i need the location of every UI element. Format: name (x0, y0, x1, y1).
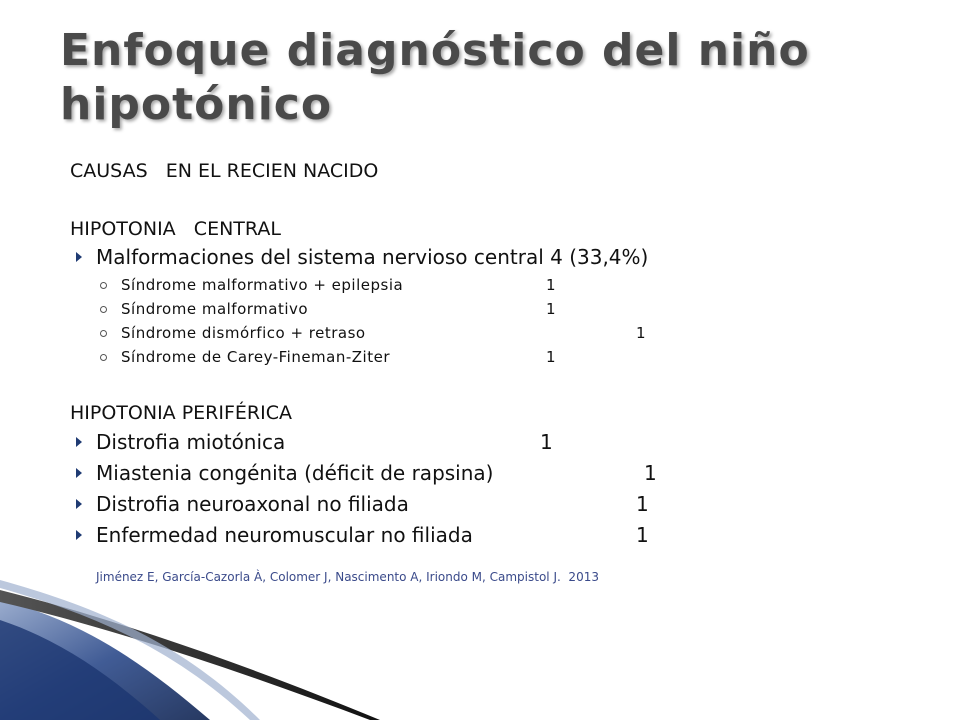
peripheral-item-value: 1 (636, 523, 649, 547)
arrow-bullet-icon (76, 437, 82, 447)
peripheral-item-label: Miastenia congénita (déficit de rapsina) (96, 461, 494, 485)
arrow-bullet-icon (76, 252, 82, 262)
peripheral-bullet (76, 430, 285, 454)
peripheral-item-label: Distrofia neuroaxonal no filiada (96, 492, 409, 516)
peripheral-bullet (76, 492, 409, 516)
subitem-value: 1 (546, 300, 556, 318)
ring-bullet-icon (100, 354, 107, 361)
subitem-label: Síndrome de Carey-Fineman-Ziter (121, 348, 390, 366)
slide-title: Enfoque diagnóstico del niño hipotónico (60, 25, 810, 130)
central-subitem (100, 300, 308, 318)
citation: Jiménez E, García-Cazorla À, Colomer J, Nascimento A, Iriondo M, Campistol J. 2013 (96, 570, 599, 584)
ring-bullet-icon (100, 330, 107, 337)
central-subitem (100, 324, 366, 342)
central-hypotonia-heading: HIPOTONIA CENTRAL (70, 218, 281, 240)
subitem-value: 1 (546, 348, 556, 366)
peripheral-item-label: Enfermedad neuromuscular no filiada (96, 523, 473, 547)
central-subitem (100, 276, 403, 294)
peripheral-item-value: 1 (636, 492, 649, 516)
subitem-label: Síndrome malformativo + epilepsia (121, 276, 404, 294)
peripheral-hypotonia-heading: HIPOTONIA PERIFÉRICA (70, 402, 292, 424)
subitem-label: Síndrome malformativo (121, 300, 309, 318)
peripheral-bullet (76, 523, 473, 547)
decorative-swoosh (0, 580, 380, 720)
peripheral-item-label: Distrofia miotónica (96, 430, 286, 454)
arrow-bullet-icon (76, 499, 82, 509)
central-bullet (76, 245, 648, 269)
ring-bullet-icon (100, 306, 107, 313)
section-heading-newborn: CAUSAS EN EL RECIEN NACIDO (70, 160, 379, 182)
subitem-label: Síndrome dismórfico + retraso (121, 324, 366, 342)
ring-bullet-icon (100, 282, 107, 289)
peripheral-bullet (76, 461, 493, 485)
central-subitem (100, 348, 390, 366)
subitem-value: 1 (636, 324, 646, 342)
peripheral-item-value: 1 (540, 430, 553, 454)
subitem-value: 1 (546, 276, 556, 294)
arrow-bullet-icon (76, 530, 82, 540)
arrow-bullet-icon (76, 468, 82, 478)
central-bullet-text: Malformaciones del sistema nervioso central 4 (33,4%) (96, 245, 649, 269)
peripheral-item-value: 1 (644, 461, 657, 485)
